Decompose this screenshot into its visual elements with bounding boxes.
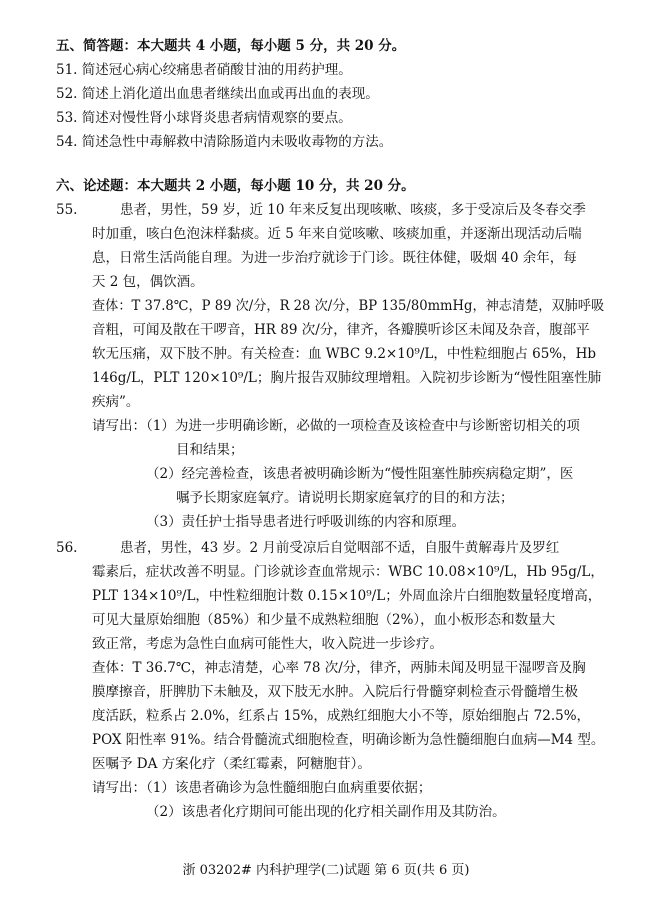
question-text: 简述对慢性肾小球肾炎患者病情观察的要点。 [81, 110, 352, 126]
q55-line: 息，日常生活尚能自理。为进一步治疗就诊于门诊。既往体健，吸烟 40 余年，每 [92, 250, 577, 266]
q55-line: 疾病”。 [92, 394, 140, 410]
q55-line: 时加重，咳白色泡沫样黏痰。近 5 年来自觉咳嗽、咳痰加重，并逐渐出现活动后喘 [92, 226, 582, 242]
q56-line: 度活跃，粒系占 2.0%，红系占 15%，成熟红细胞大小不等，原始细胞占 72.5%， [92, 708, 591, 724]
q56-line: 查体：T 36.7℃，神志清楚，心率 78 次/分，律齐，两肺未闻及明显干湿啰音及胸 [92, 660, 586, 676]
q55-ask-line: 嘱予长期家庭氧疗。请说明长期家庭氧疗的目的和方法； [176, 490, 514, 506]
q56-line: 膜摩擦音，肝脾肋下未触及，双下肢无水肿。入院后行骨髓穿刺检查示骨髓增生极 [92, 684, 578, 700]
q56-ask-line: 请写出：（1）该患者确诊为急性髓细胞白血病重要依据； [92, 780, 432, 796]
q56-line: PLT 134×10⁹/L，中性粒细胞计数 0.15×10⁹/L；外周血涂片白细胞数量轻度增高， [92, 588, 602, 604]
question-54 [56, 132, 392, 152]
page-footer: 浙 03202# 内科护理学(二)试题 第 6 页(共 6 页) [182, 863, 470, 878]
q56-line: 霉素后，症状改善不明显。门诊就诊查血常规示：WBC 10.08×10⁹/L，Hb 95g/L， [92, 564, 604, 580]
question-55-number: 55. [56, 202, 78, 218]
question-56-number: 56. [56, 540, 78, 556]
q56-ask-line: （2）该患者化疗期间可能出现的化疗相关副作用及其防治。 [146, 804, 506, 820]
q56-line: 致正常，考虑为急性白血病可能性大，收入院进一步诊疗。 [92, 636, 443, 652]
q55-ask-line: （3）责任护士指导患者进行呼吸训练的内容和原理。 [146, 514, 466, 530]
question-number: 52. [56, 86, 78, 102]
question-number: 54. [56, 134, 78, 150]
question-text: 简述上消化道出血患者继续出血或再出血的表现。 [81, 86, 379, 102]
q56-line: 可见大量原始细胞（85%）和少量不成熟粒细胞（2%），血小板形态和数量大 [92, 612, 556, 628]
q56-line: 患者，男性，43 岁。2 月前受凉后自觉咽部不适，自服牛黄解毒片及罗红 [120, 540, 560, 556]
question-text: 简述急性中毒解救中清除肠道内未吸收毒物的方法。 [81, 134, 393, 150]
question-51 [56, 60, 352, 80]
q56-line: 医嘱予 DA 方案化疗（柔红霉素，阿糖胞苷）。 [92, 756, 371, 772]
question-53 [56, 108, 352, 128]
question-number: 51. [56, 62, 78, 78]
q55-line: 天 2 包，偶饮酒。 [92, 274, 204, 290]
q55-line: 患者，男性，59 岁，近 10 年来反复出现咳嗽、咳痰，多于受凉后及冬春交季 [120, 202, 586, 218]
q55-line: 音粗，可闻及散在干啰音，HR 89 次/分，律齐，各瓣膜听诊区未闻及杂音，腹部平 [92, 322, 590, 338]
q56-line: POX 阳性率 91%。结合骨髓流式细胞检查，明确诊断为急性髓细胞白血病—M4 型。 [92, 732, 605, 748]
question-52 [56, 84, 379, 104]
q55-ask-line: 目和结果； [176, 442, 244, 458]
q55-line: 146g/L，PLT 120×10⁹/L；胸片报告双肺纹理增粗。入院初步诊断为“慢性阻塞性肺 [92, 370, 602, 386]
section-heading-short-answer: 五、简答题：本大题共 4 小题，每小题 5 分，共 20 分。 [56, 38, 406, 54]
q55-ask-line: （2）经完善检查，该患者被明确诊断为“慢性阻塞性肺疾病稳定期”，医 [146, 466, 574, 482]
question-number: 53. [56, 110, 78, 126]
section-heading-essay: 六、论述题：本大题共 2 小题，每小题 10 分，共 20 分。 [56, 178, 415, 194]
q55-ask-line: 请写出：（1）为进一步明确诊断，必做的一项检查及该检查中与诊断密切相关的项 [92, 418, 580, 434]
question-text: 简述冠心病心绞痛患者硝酸甘油的用药护理。 [81, 62, 352, 78]
q55-line: 软无压痛，双下肢不肿。有关检查：血 WBC 9.2×10⁹/L，中性粒细胞占 65%，Hb [92, 346, 597, 362]
q55-line: 查体：T 37.8℃，P 89 次/分，R 28 次/分，BP 135/80mmHg，神志清楚，双肺呼吸 [92, 298, 605, 314]
